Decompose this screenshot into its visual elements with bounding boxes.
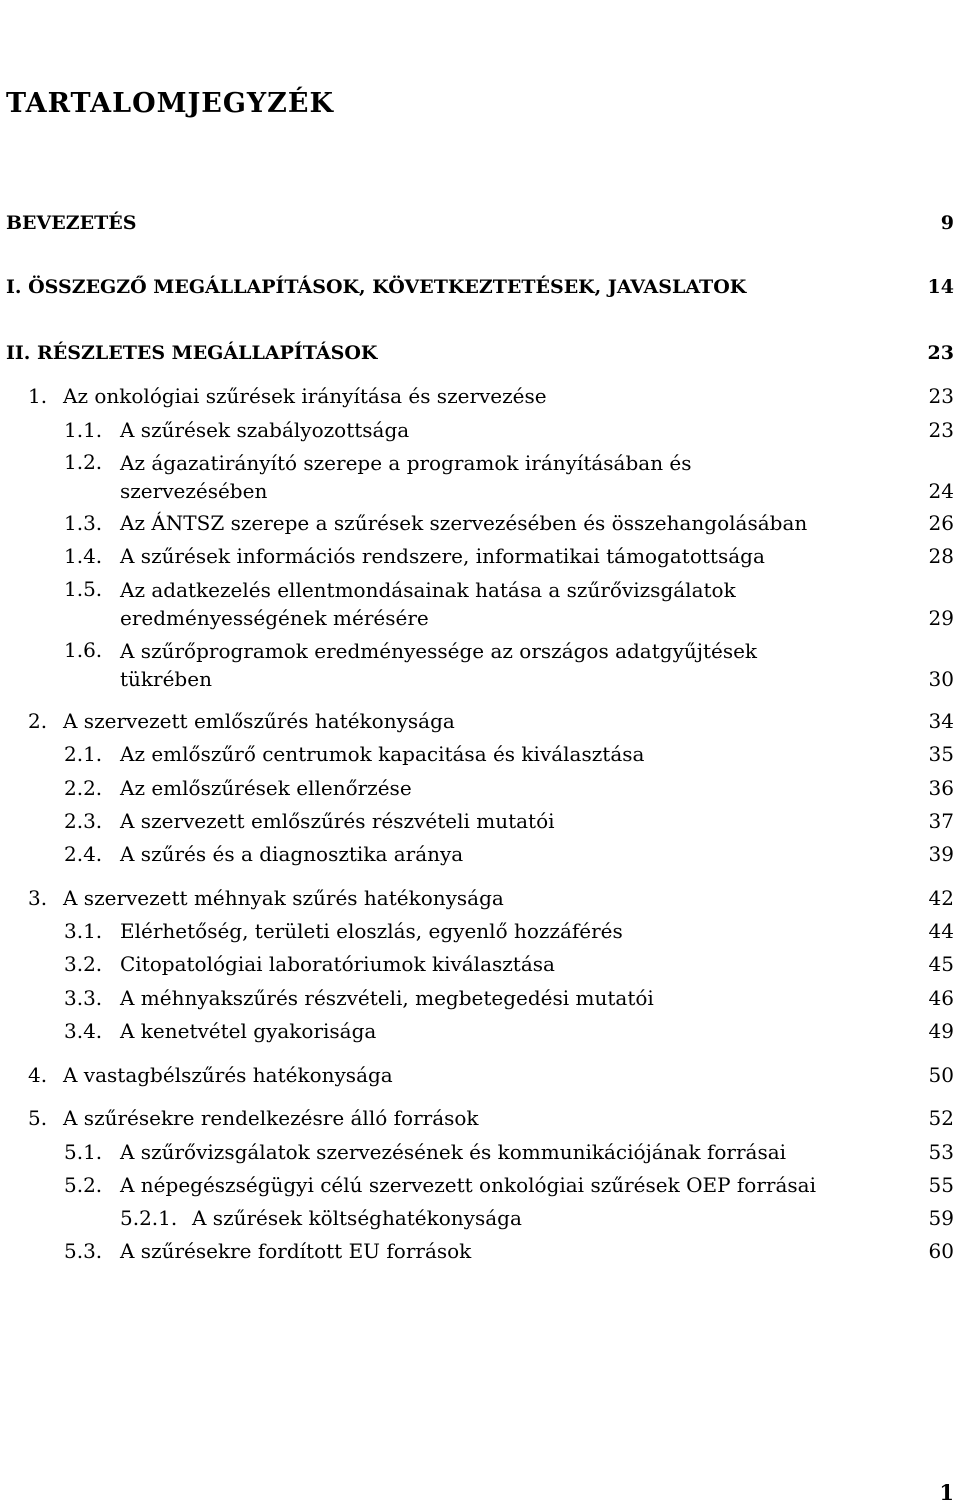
toc-entry-title: Az adatkezelés ellentmondásainak hatása a szűrővizsgálatok eredményességének mérésére bbox=[120, 578, 736, 630]
toc-entry-number: 1.6. bbox=[64, 638, 103, 662]
toc-entry-2-3[interactable] bbox=[0, 808, 960, 835]
toc-entry-5-2-1[interactable] bbox=[0, 1205, 960, 1232]
toc-entry-1-5[interactable] bbox=[0, 576, 960, 632]
toc-entry-number: 5.3. bbox=[64, 1239, 103, 1263]
toc-entry-title: II. RÉSZLETES MEGÁLLAPÍTÁSOK bbox=[6, 342, 378, 364]
page-title: TARTALOMJEGYZÉK bbox=[6, 88, 334, 119]
toc-entry-page: 35 bbox=[928, 742, 954, 766]
toc-entry-title: A kenetvétel gyakorisága bbox=[120, 1019, 377, 1043]
toc-entry-number: 2.3. bbox=[64, 809, 103, 833]
toc-entry-2-1[interactable] bbox=[0, 741, 960, 768]
toc-entry-title: A szűrések információs rendszere, informatikai támogatottsága bbox=[120, 544, 765, 568]
toc-entry-detailed-findings[interactable] bbox=[0, 340, 960, 367]
toc-entry-title: A szűrések költséghatékonysága bbox=[192, 1206, 522, 1230]
toc-entry-page: 53 bbox=[928, 1140, 954, 1164]
toc-entry-title: A szűrések szabályozottsága bbox=[120, 418, 410, 442]
toc-entry-page: 42 bbox=[928, 886, 954, 910]
toc-entry-title: A szervezett emlőszűrés részvételi mutatói bbox=[120, 809, 555, 833]
toc-entry-title: A népegészségügyi célú szervezett onkológiai szűrések OEP forrásai bbox=[120, 1173, 816, 1197]
toc-entry-title: Az onkológiai szűrések irányítása és szervezése bbox=[63, 384, 547, 408]
toc-entry-number: 3.4. bbox=[64, 1019, 103, 1043]
toc-entry-page: 49 bbox=[928, 1019, 954, 1043]
toc-entry-3[interactable] bbox=[0, 885, 960, 912]
toc-entry-number: 1.4. bbox=[64, 544, 103, 568]
toc-entry-3-4[interactable] bbox=[0, 1018, 960, 1045]
toc-entry-number: 5.2. bbox=[64, 1173, 103, 1197]
toc-entry-page: 59 bbox=[928, 1206, 954, 1230]
toc-entry-page: 30 bbox=[928, 667, 954, 691]
toc-entry-title: I. ÖSSZEGZŐ MEGÁLLAPÍTÁSOK, KÖVETKEZTETÉSEK, JAVASLATOK bbox=[6, 276, 747, 298]
toc-entry-2[interactable] bbox=[0, 708, 960, 735]
toc-entry-title: Az emlőszűrések ellenőrzése bbox=[120, 776, 412, 800]
toc-entry-3-2[interactable] bbox=[0, 951, 960, 978]
toc-entry-page: 23 bbox=[927, 342, 954, 364]
toc-entry-page: 52 bbox=[928, 1106, 954, 1130]
toc-entry-1[interactable] bbox=[0, 383, 960, 410]
toc-entry-page: 34 bbox=[928, 709, 954, 733]
toc-entry-title: A szűrésekre rendelkezésre álló források bbox=[63, 1106, 479, 1130]
toc-entry-5-1[interactable] bbox=[0, 1139, 960, 1166]
toc-entry-page: 50 bbox=[928, 1063, 954, 1087]
toc-entry-5[interactable] bbox=[0, 1105, 960, 1132]
toc-entry-title: A szűrővizsgálatok szervezésének és kommunikációjának forrásai bbox=[120, 1140, 787, 1164]
toc-entry-1-2[interactable] bbox=[0, 449, 960, 505]
toc-entry-title: Az emlőszűrő centrumok kapacitása és kiválasztása bbox=[120, 742, 645, 766]
toc-entry-1-4[interactable] bbox=[0, 543, 960, 570]
toc-entry-number: 3. bbox=[28, 886, 48, 910]
toc-entry-number: 2. bbox=[28, 709, 48, 733]
toc-entry-number: 2.1. bbox=[64, 742, 103, 766]
toc-entry-2-2[interactable] bbox=[0, 775, 960, 802]
toc-entry-page: 23 bbox=[928, 418, 954, 442]
toc-entry-title: A vastagbélszűrés hatékonysága bbox=[63, 1063, 393, 1087]
toc-entry-number: 1.3. bbox=[64, 511, 103, 535]
toc-entry-number: 5.2.1. bbox=[120, 1206, 178, 1230]
toc-entry-page: 45 bbox=[928, 952, 954, 976]
toc-entry-number: 2.4. bbox=[64, 842, 103, 866]
toc-entry-3-3[interactable] bbox=[0, 985, 960, 1012]
toc-entry-title: A szűrőprogramok eredményessége az országos adatgyűjtések tükrében bbox=[120, 639, 758, 691]
toc-entry-3-1[interactable] bbox=[0, 918, 960, 945]
toc-entry-number: 1.5. bbox=[64, 577, 103, 601]
toc-entry-number: 4. bbox=[28, 1063, 48, 1087]
toc-entry-page: 37 bbox=[928, 809, 954, 833]
toc-entry-4[interactable] bbox=[0, 1062, 960, 1089]
toc-entry-page: 14 bbox=[927, 276, 954, 298]
toc-entry-title: A szervezett emlőszűrés hatékonysága bbox=[63, 709, 455, 733]
toc-entry-title: A szűrés és a diagnosztika aránya bbox=[120, 842, 464, 866]
toc-entry-5-3[interactable] bbox=[0, 1238, 960, 1265]
toc-entry-number: 3.2. bbox=[64, 952, 103, 976]
page-number: 1 bbox=[939, 1480, 954, 1505]
toc-entry-number: 1. bbox=[28, 384, 48, 408]
toc-entry-number: 5. bbox=[28, 1106, 48, 1130]
toc-entry-number: 1.2. bbox=[64, 450, 103, 474]
toc-entry-introduction[interactable] bbox=[0, 210, 960, 237]
toc-entry-page: 44 bbox=[928, 919, 954, 943]
toc-entry-number: 2.2. bbox=[64, 776, 103, 800]
toc-entry-page: 24 bbox=[928, 479, 954, 503]
toc-entry-page: 28 bbox=[928, 544, 954, 568]
toc-entry-page: 36 bbox=[928, 776, 954, 800]
toc-entry-number: 3.1. bbox=[64, 919, 103, 943]
toc-entry-2-4[interactable] bbox=[0, 841, 960, 868]
toc-entry-number: 5.1. bbox=[64, 1140, 103, 1164]
toc-entry-title: A szűrésekre fordított EU források bbox=[120, 1239, 472, 1263]
toc-entry-5-2[interactable] bbox=[0, 1172, 960, 1199]
toc-entry-title: Elérhetőség, területi eloszlás, egyenlő hozzáférés bbox=[120, 919, 623, 943]
toc-entry-title: Az ágazatirányító szerepe a programok irányításában és szervezésében bbox=[120, 451, 692, 503]
toc-entry-page: 26 bbox=[928, 511, 954, 535]
toc-entry-number: 3.3. bbox=[64, 986, 103, 1010]
toc-entry-1-6[interactable] bbox=[0, 637, 960, 693]
toc-entry-summary[interactable] bbox=[0, 274, 960, 301]
toc-entry-title: Az ÁNTSZ szerepe a szűrések szervezésében és összehangolásában bbox=[120, 511, 808, 535]
toc-entry-page: 9 bbox=[940, 212, 954, 234]
toc-entry-page: 23 bbox=[928, 384, 954, 408]
toc-entry-title: Citopatológiai laboratóriumok kiválasztása bbox=[120, 952, 555, 976]
toc-entry-title: BEVEZETÉS bbox=[6, 212, 137, 234]
toc-entry-1-3[interactable] bbox=[0, 510, 960, 537]
toc-entry-page: 46 bbox=[928, 986, 954, 1010]
toc-entry-page: 29 bbox=[928, 606, 954, 630]
toc-entry-title: A szervezett méhnyak szűrés hatékonysága bbox=[63, 886, 504, 910]
toc-entry-page: 55 bbox=[928, 1173, 954, 1197]
toc-entry-title: A méhnyakszűrés részvételi, megbetegedési mutatói bbox=[120, 986, 654, 1010]
toc-entry-1-1[interactable] bbox=[0, 417, 960, 444]
toc-entry-page: 60 bbox=[928, 1239, 954, 1263]
toc-entry-page: 39 bbox=[928, 842, 954, 866]
toc-entry-number: 1.1. bbox=[64, 418, 103, 442]
